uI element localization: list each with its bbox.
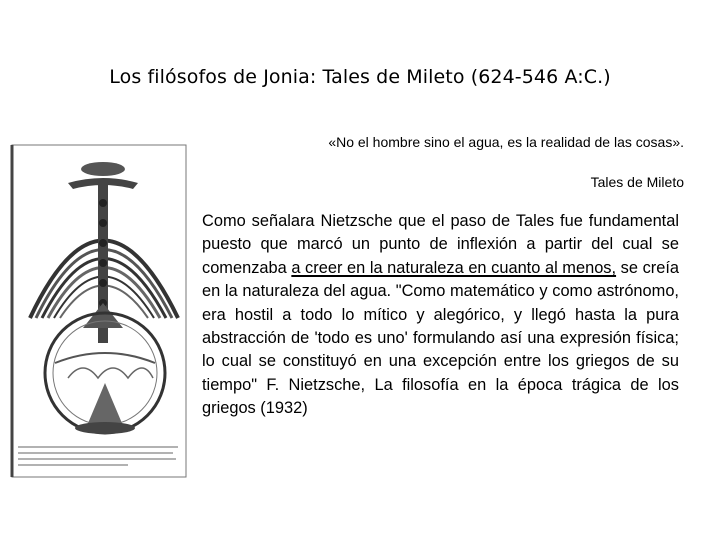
body-paragraph (202, 210, 679, 421)
quote-text: «No el hombre sino el agua, es la realidad de las cosas». (328, 134, 684, 150)
body-text-part-2: se creía en la naturaleza del agua. "Como matemático y como astrónomo, era hostil a todo lo mítico y alegórico, y llegó hasta la pura abstracción de 'todo es uno' formulando así una expresión física; lo cual se constituyó en una excepción entre los griegos de su tiempo" F. Nietzsche, La filosofía en la época trágica de los griegos (1932) (202, 258, 680, 418)
underlined-phrase: a creer en la naturaleza en cuanto al menos, (291, 258, 617, 277)
cosmology-illustration (8, 143, 190, 483)
cosmology-drawing (8, 143, 190, 483)
body-text-part-1: Como señalara Nietzsche que el paso de Tales fue fundamental puesto que marcó un punto de inflexión a partir del cual se comenzaba (202, 212, 679, 277)
slide-title: Los filósofos de Jonia: Tales de Mileto (624-546 A:C.) (109, 66, 611, 88)
quote-author: Tales de Mileto (590, 174, 684, 190)
